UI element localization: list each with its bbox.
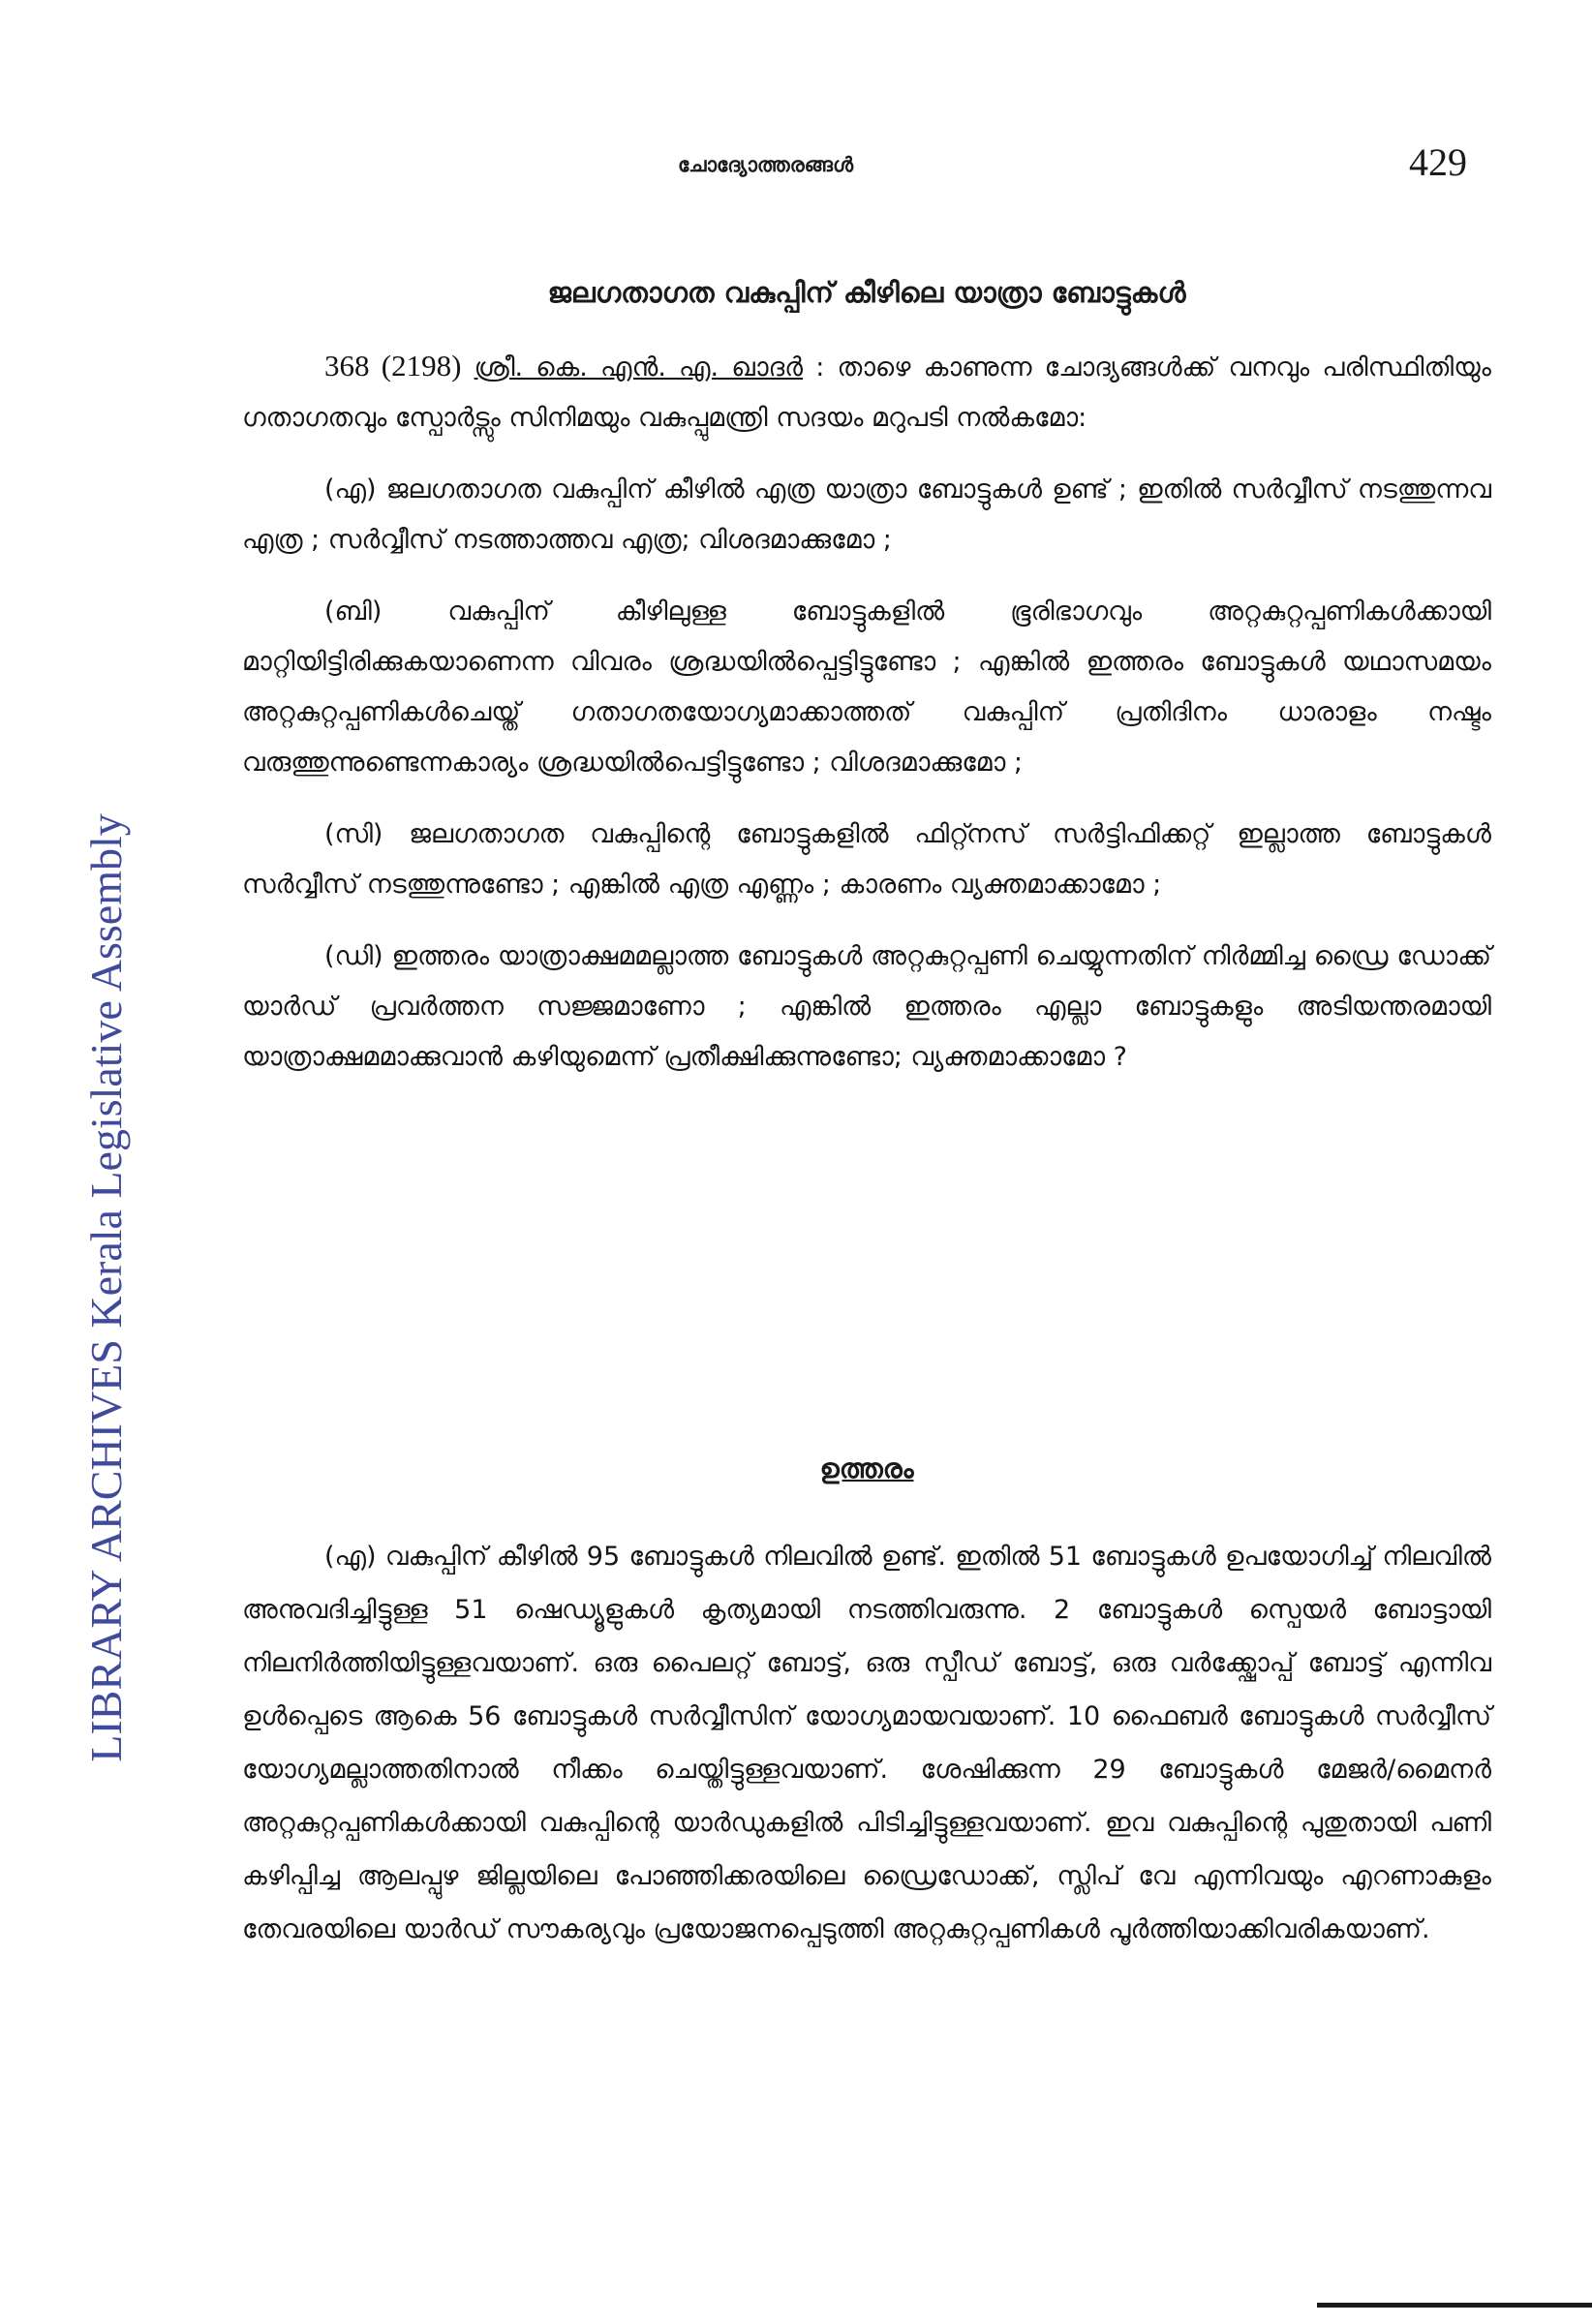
question-intro <box>242 341 1491 443</box>
page-edge-rule <box>1317 2303 1592 2308</box>
answer-part-a: (എ) വകുപ്പിന് കീഴിൽ 95 ബോട്ടുകൾ നിലവിൽ ഉണ്ട്. ഇതിൽ 51 ബോട്ടുകൾ ഉപയോഗിച്ച് നിലവിൽ അനുവദിച്ചിട്ടുള്ള 51 ഷെഡ്യൂളുകൾ കൃത്യമായി നടത്തിവരുന്നു. 2 ബോട്ടുകൾ സ്പെയർ ബോട്ടായി നിലനിർത്തിയിട്ടുള്ളവയാണ്. ഒരു പൈലറ്റ് ബോട്ട്, ഒരു സ്പീഡ് ബോട്ട്, ഒരു വർക്ക്ഷോപ്പ് ബോട്ട് എന്നിവ ഉൾപ്പെടെ ആകെ 56 ബോട്ടുകൾ സർവ്വീസിന് യോഗ്യമായവയാണ്. 10 ഫൈബർ ബോട്ടുകൾ സർവ്വീസ് യോഗ്യമല്ലാത്തതിനാൽ നീക്കം ചെയ്തിട്ടുള്ളവയാണ്. ശേഷിക്കുന്ന 29 ബോട്ടുകൾ മേജർ/മൈനർ അറ്റകുറ്റപ്പണികൾക്കായി വകുപ്പിന്റെ യാർഡുകളിൽ പിടിച്ചിട്ടുള്ളവയാണ്. ഇവ വകുപ്പിന്റെ പുതുതായി പണി കഴിപ്പിച്ച ആലപ്പുഴ ജില്ലയിലെ പോഞ്ഞിക്കരയിലെ ഡ്രൈഡോക്ക്, സ്ലിപ് വേ എന്നിവയും എറണാകുളം തേവരയിലെ യാർഡ് സൗകര്യവും പ്രയോജനപ്പെടുത്തി അറ്റകുറ്റപ്പണികൾ പൂർത്തിയാക്കിവരികയാണ്. <box>242 1542 1491 1944</box>
member-name: ശ്രീ. കെ. എൻ. എ. ഖാദർ <box>474 352 804 382</box>
question-part-d: (ഡി) ഇത്തരം യാത്രാക്ഷമമല്ലാത്ത ബോട്ടുകൾ അറ്റകുറ്റപ്പണി ചെയ്യുന്നതിന് നിർമ്മിച്ച ഡ്രൈ ഡോക്ക് യാർഡ് പ്രവർത്തന സജ്ജമാണോ ; എങ്കിൽ ഇത്തരം എല്ലാ ബോട്ടുകളും അടിയന്തരമായി യാത്രാക്ഷമമാക്കുവാൻ കഴിയുമെന്ന് പ്രതീക്ഷിക്കുന്നുണ്ടോ; വ്യക്തമാക്കാമോ ? <box>242 941 1491 1072</box>
running-header: ചോദ്യോത്തരങ്ങൾ <box>678 153 854 176</box>
question-body <box>242 341 1491 1104</box>
page-number: 429 <box>1409 140 1467 184</box>
question-intro-text: : താഴെ കാണുന്ന ചോദ്യങ്ങൾക്ക് വനവും പരിസ്ഥിതിയും ഗതാഗതവും സ്പോർട്സും സിനിമയും വകുപ്പുമന്ത്രി സദയം മറുപടി നൽകമോ: <box>242 352 1491 433</box>
answer-body <box>242 1530 1491 1977</box>
question-heading: ജലഗതാഗത വകുപ്പിന് കീഴിലെ യാത്രാ ബോട്ടുകൾ <box>547 276 1186 309</box>
question-part-c: (സി) ജലഗതാഗത വകുപ്പിന്റെ ബോട്ടുകളിൽ ഫിറ്റ്നസ് സർട്ടിഫിക്കറ്റ് ഇല്ലാത്ത ബോട്ടുകൾ സർവ്വീസ് നടത്തുന്നുണ്ടോ ; എങ്കിൽ എത്ര എണ്ണം ; കാരണം വ്യക്തമാക്കാമോ ; <box>242 819 1491 900</box>
question-number: 368 (2198) <box>324 349 462 382</box>
question-part-b: (ബി) വകുപ്പിന് കീഴിലുള്ള ബോട്ടുകളിൽ ഭൂരിഭാഗവും അറ്റകുറ്റപ്പണികൾക്കായി മാറ്റിയിട്ടിരിക്കുകയാണെന്ന വിവരം ശ്രദ്ധയിൽപ്പെട്ടിട്ടുണ്ടോ ; എങ്കിൽ ഇത്തരം ബോട്ടുകൾ യഥാസമയം അറ്റകുറ്റപ്പണികൾചെയ്ത് ഗതാഗതയോഗ്യമാക്കാത്തത് വകുപ്പിന് പ്രതിദിനം ധാരാളം നഷ്ടം വരുത്തുന്നുണ്ടെന്നകാര്യം ശ്രദ്ധയിൽപെട്ടിട്ടുണ്ടോ ; വിശദമാക്കുമോ ; <box>242 596 1491 778</box>
answer-heading: ഉത്തരം <box>819 1452 914 1484</box>
question-part-a: (എ) ജലഗതാഗത വകുപ്പിന് കീഴിൽ എത്ര യാത്രാ ബോട്ടുകൾ ഉണ്ട് ; ഇതിൽ സർവ്വീസ് നടത്തുന്നവ എത്ര ; സർവ്വീസ് നടത്താത്തവ എത്ര; വിശദമാക്കുമോ ; <box>242 474 1491 555</box>
archive-watermark: LIBRARY ARCHIVES Kerala Legislative Assembly <box>81 813 131 1762</box>
